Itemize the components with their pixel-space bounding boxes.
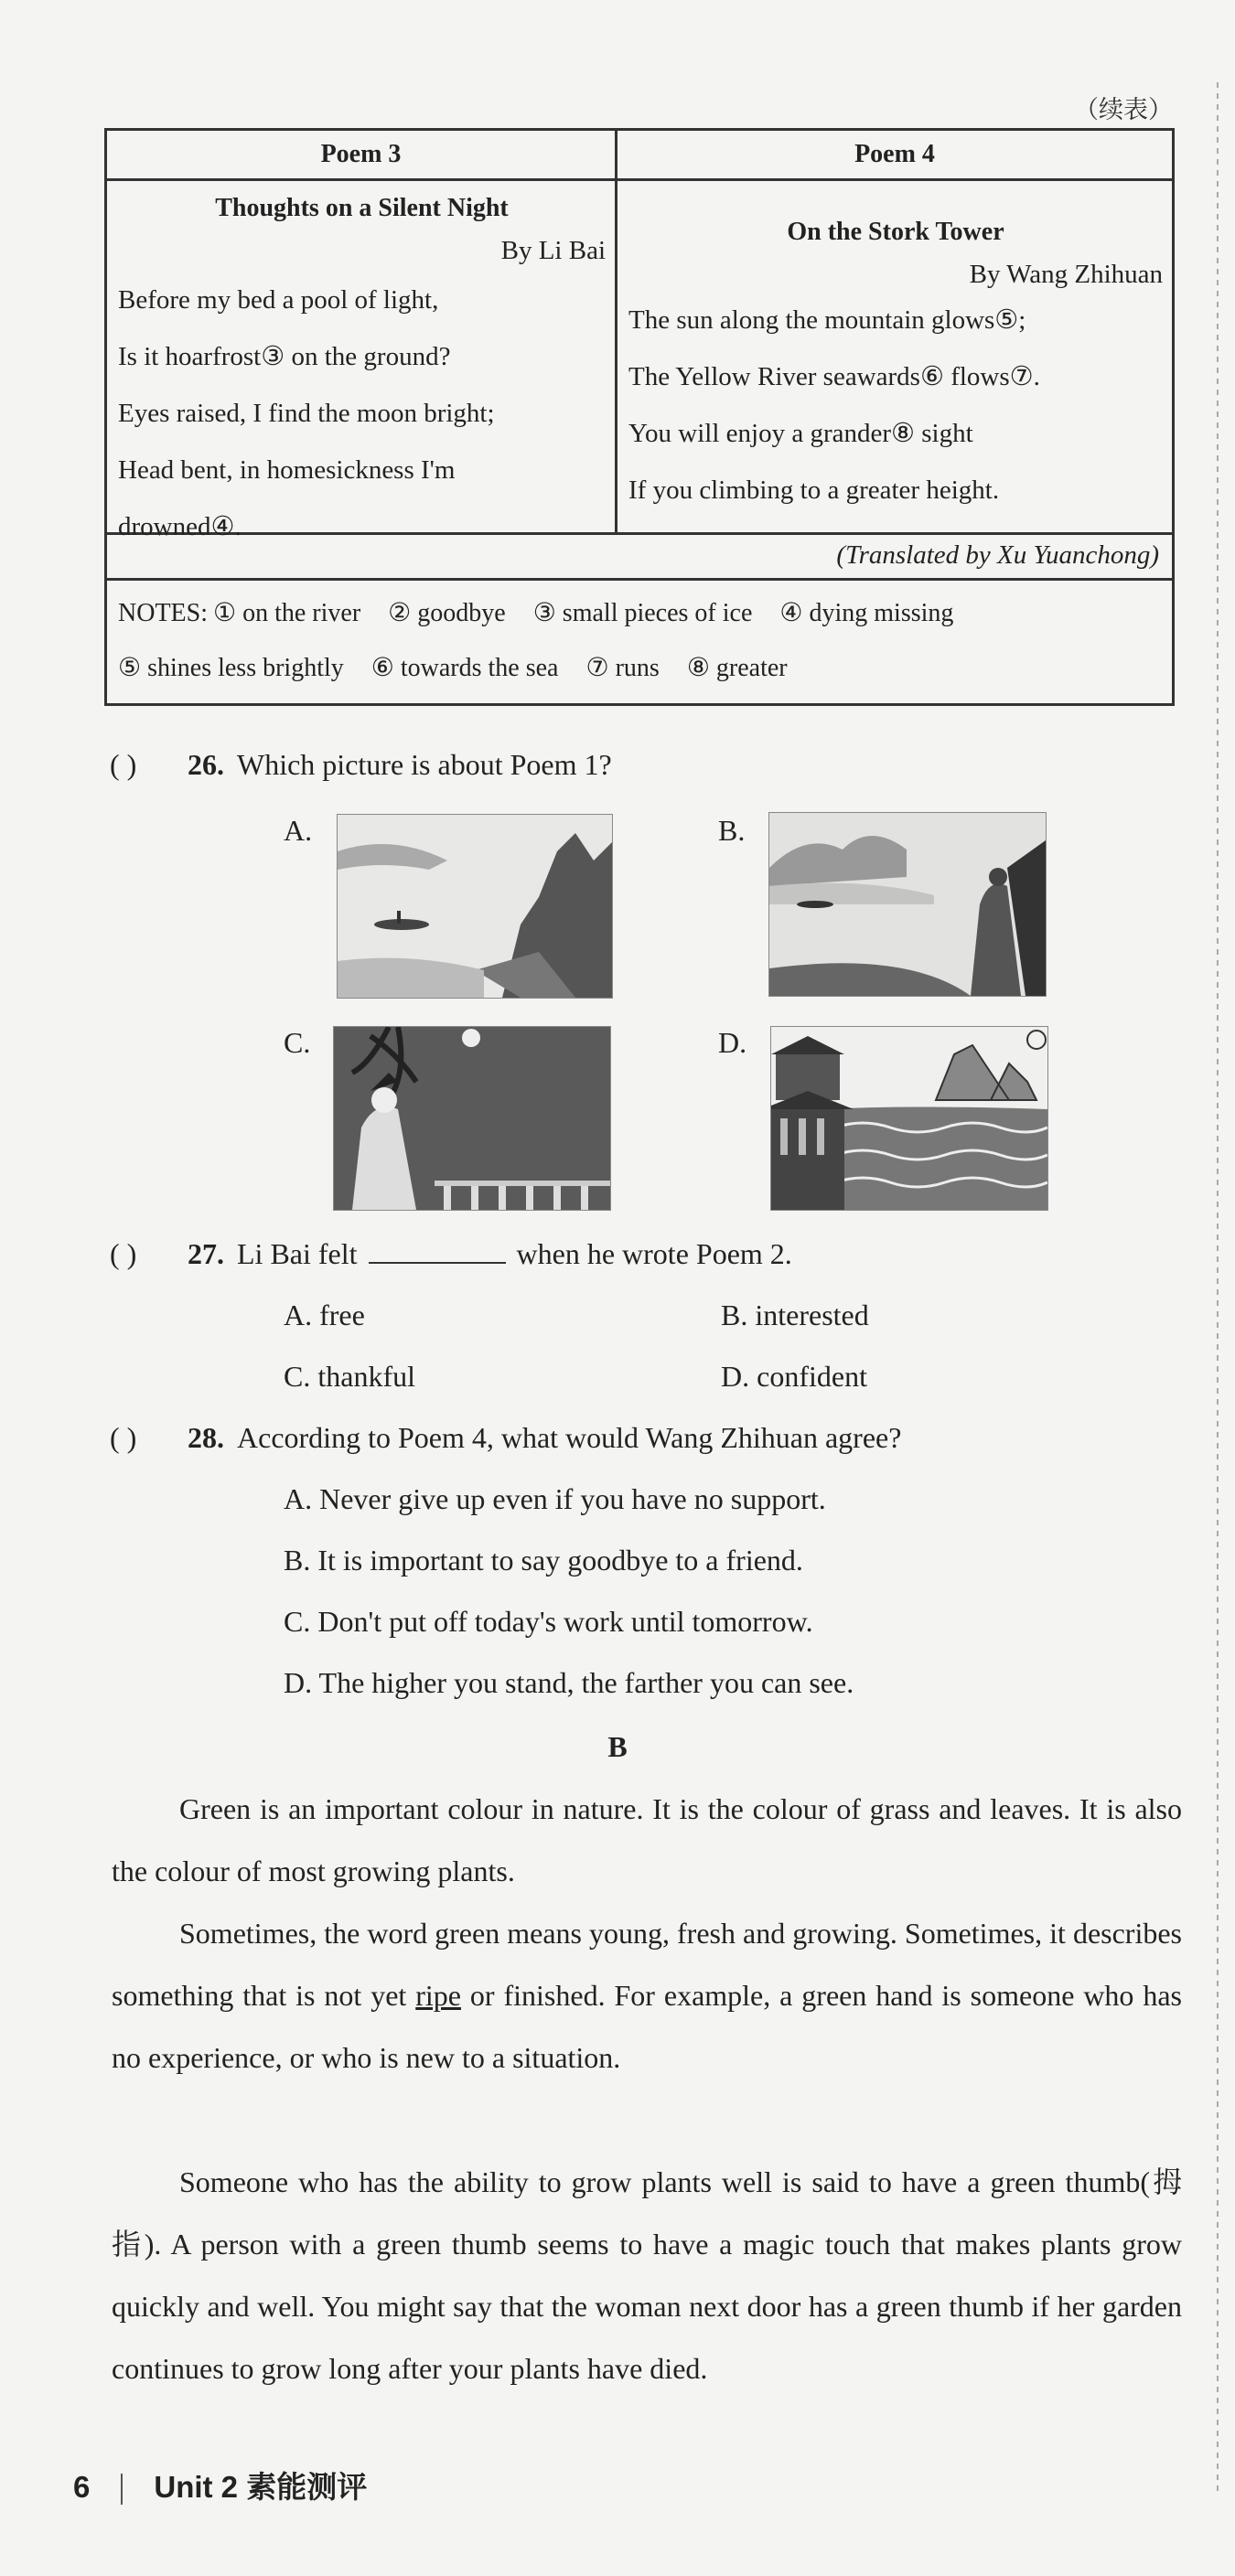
note-item: ⑧ greater — [686, 654, 788, 682]
option-d[interactable]: D. confident — [721, 1360, 867, 1393]
poem3-line: Before my bed a pool of light, — [118, 285, 439, 315]
note-item: ④ dying missing — [779, 599, 954, 627]
question-text: Which picture is about Poem 1? — [237, 748, 612, 781]
page-footer — [73, 2464, 367, 2507]
question-text: According to Poem 4, what would Wang Zhihuan agree? — [237, 1421, 902, 1454]
poem4-title: On the Stork Tower — [787, 218, 1004, 246]
poem4-cell — [617, 180, 1174, 534]
binding-rule — [1217, 82, 1219, 2496]
option-a-label: A. — [284, 814, 313, 847]
question-28 — [110, 1421, 901, 1455]
notes-label: NOTES: — [118, 599, 208, 627]
option-a[interactable]: A. free — [284, 1299, 365, 1331]
continued-label: （续表） — [1074, 96, 1173, 123]
poem3-cell — [106, 180, 617, 541]
paragraph-1: Green is an important colour in nature. It is the colour of grass and leaves. It is also the colour of most growing plants. — [112, 1792, 1182, 1887]
page-number: 6 — [73, 2470, 91, 2504]
notes-box — [106, 580, 1174, 705]
paragraph-2-text: Sometimes, the word green means young, fresh and growing. Sometimes, it describes something that is not yet — [112, 1917, 1182, 2012]
note-item: ⑦ runs — [585, 654, 660, 682]
poem3-title: Thoughts on a Silent Night — [215, 194, 509, 222]
option-d[interactable]: D. The higher you stand, the farther you can see. — [284, 1666, 854, 1699]
picture-d[interactable] — [770, 1026, 1048, 1211]
poem3-header: Poem 3 — [106, 130, 617, 180]
option-b-label: B. — [718, 814, 746, 847]
underlined-word: ripe — [415, 1979, 461, 2012]
poem3-author: By Li Bai — [500, 236, 606, 265]
option-a[interactable]: A. Never give up even if you have no support. — [284, 1482, 826, 1515]
translator-credit: (Translated by Xu Yuanchong) — [106, 534, 1174, 580]
option-b[interactable]: B. interested — [721, 1299, 869, 1331]
picture-b[interactable] — [768, 812, 1047, 997]
note-item: ⑤ shines less brightly — [118, 654, 344, 682]
picture-c[interactable] — [333, 1026, 611, 1211]
question-number: 28. — [188, 1421, 224, 1454]
footer-divider — [121, 2474, 123, 2505]
answer-paren[interactable]: ( ) — [110, 748, 137, 781]
poem4-line: The sun along the mountain glows⑤; — [628, 305, 1026, 335]
option-b[interactable]: B. It is important to say goodbye to a friend. — [284, 1544, 803, 1577]
note-item: ① on the river — [213, 599, 361, 627]
option-c[interactable]: C. thankful — [284, 1360, 415, 1393]
poem4-line: The Yellow River seawards⑥ flows⑦. — [628, 362, 1040, 391]
option-d-label: D. — [718, 1026, 747, 1059]
option-c[interactable]: C. Don't put off today's work until tomorrow. — [284, 1605, 813, 1638]
picture-a[interactable] — [337, 814, 613, 999]
question-text: when he wrote Poem 2. — [516, 1237, 792, 1270]
poem3-line: drowned④. — [118, 512, 242, 541]
paragraph-2 — [112, 1902, 1182, 2089]
question-26 — [110, 748, 612, 782]
answer-paren[interactable]: ( ) — [110, 1421, 137, 1454]
poem4-line: If you climbing to a greater height. — [628, 476, 1000, 505]
question-27 — [110, 1237, 792, 1271]
paragraph-2-text: or finished. For example, a green hand is someone who has no experience, or who is new to a situation. — [112, 1979, 1183, 2074]
option-c-label: C. — [284, 1026, 311, 1059]
answer-blank[interactable] — [369, 1238, 506, 1264]
poem3-line: Head bent, in homesickness I'm — [118, 455, 456, 485]
paragraph-3: Someone who has the ability to grow plants well is said to have a green thumb(拇指). A person with a green thumb seems to have a magic touch that makes plants grow quickly and well. You might say that the woman next door has a green thumb if her garden continues to grow long after your plants have died. — [112, 2165, 1182, 2385]
poem4-author: By Wang Zhihuan — [969, 260, 1163, 289]
note-item: ③ small pieces of ice — [532, 599, 753, 627]
question-number: 26. — [188, 748, 224, 781]
answer-paren[interactable]: ( ) — [110, 1237, 137, 1270]
poem3-line: Eyes raised, I find the moon bright; — [118, 399, 495, 428]
question-number: 27. — [188, 1237, 224, 1270]
note-item: ⑥ towards the sea — [370, 654, 559, 682]
unit-title: Unit 2 素能测评 — [154, 2470, 368, 2504]
poem4-header: Poem 4 — [617, 130, 1174, 180]
poem3-line: Is it hoarfrost③ on the ground? — [118, 342, 451, 371]
section-b-heading: B — [607, 1730, 628, 1763]
poem-table — [104, 128, 1175, 706]
question-text: Li Bai felt — [237, 1237, 358, 1270]
note-item: ② goodbye — [388, 599, 506, 627]
poem4-line: You will enjoy a grander⑧ sight — [628, 419, 973, 448]
